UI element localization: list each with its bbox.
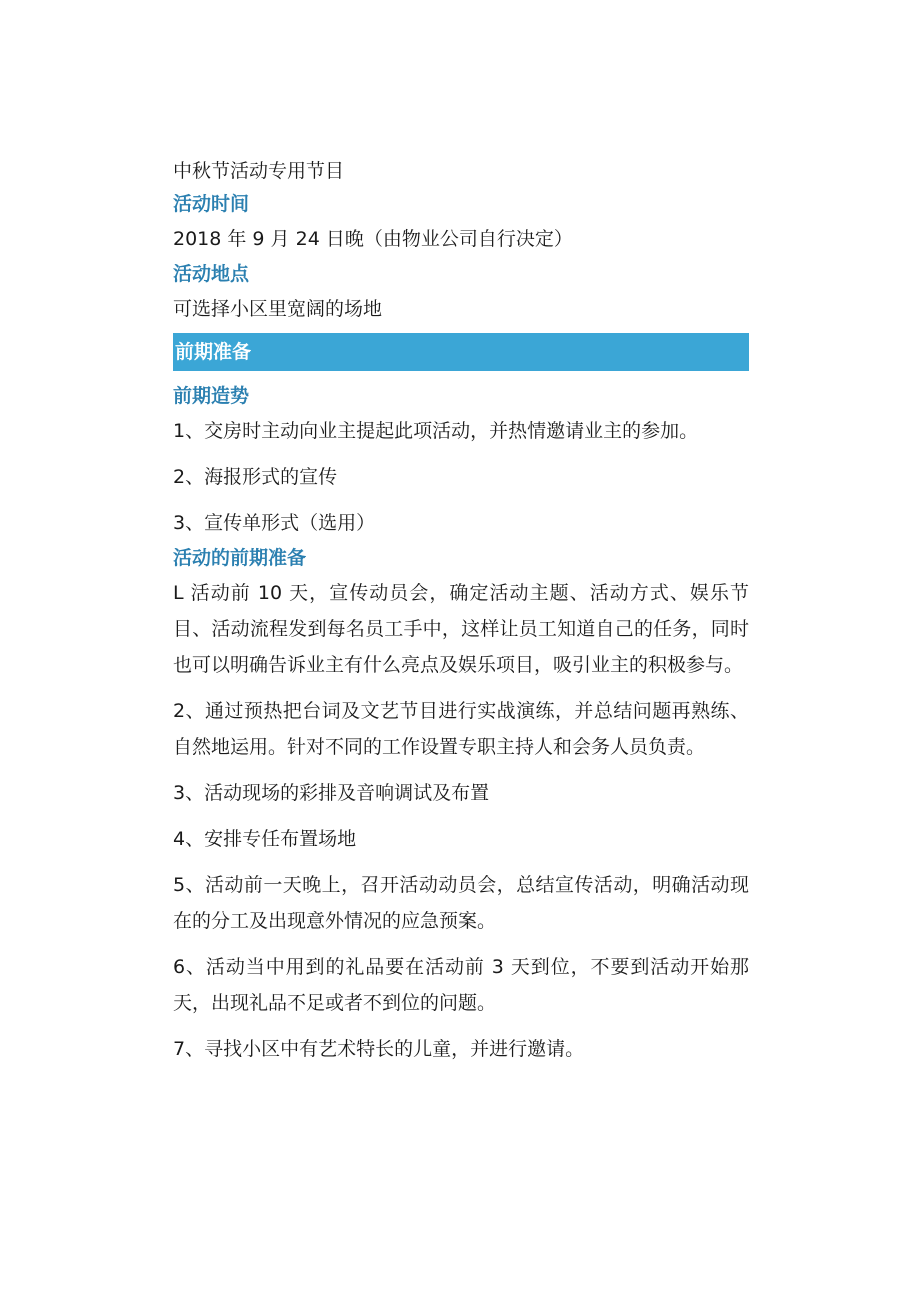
- section-banner: 前期准备: [173, 333, 749, 371]
- time-heading: 活动时间: [173, 193, 250, 215]
- prep-item: L 活动前 10 天，宣传动员会，确定活动主题、活动方式、娱乐节目、活动流程发到每名员工手中，这样让员工知道自己的任务，同时也可以明确告诉业主有什么亮点及娱乐项目，吸引业主的积极参与。: [173, 582, 749, 676]
- promo-heading: 前期造势: [173, 385, 250, 407]
- promo-item: 1、交房时主动向业主提起此项活动，并热情邀请业主的参加。: [173, 420, 699, 442]
- prep-item: 7、寻找小区中有艺术特长的儿童，并进行邀请。: [173, 1038, 585, 1060]
- time-text: 2018 年 9 月 24 日晚（由物业公司自行决定）: [173, 228, 573, 250]
- prep-heading: 活动的前期准备: [173, 547, 307, 569]
- prep-item: 2、通过预热把台词及文艺节目进行实战演练，并总结问题再熟练、自然地运用。针对不同的工作设置专职主持人和会务人员负责。: [173, 700, 749, 758]
- prep-item: 6、活动当中用到的礼品要在活动前 3 天到位，不要到活动开始那天，出现礼品不足或者不到位的问题。: [173, 956, 749, 1014]
- promo-item: 3、宣传单形式（选用）: [173, 512, 376, 534]
- prep-item: 3、活动现场的彩排及音响调试及布置: [173, 782, 490, 804]
- place-text: 可选择小区里宽阔的场地: [173, 298, 383, 320]
- document-body: [173, 155, 749, 1067]
- place-heading: 活动地点: [173, 263, 250, 285]
- prep-item: 4、安排专任布置场地: [173, 828, 357, 850]
- prep-item: 5、活动前一天晚上，召开活动动员会，总结宣传活动，明确活动现在的分工及出现意外情况的应急预案。: [173, 874, 749, 932]
- document-title: 中秋节活动专用节目: [173, 160, 345, 182]
- promo-item: 2、海报形式的宣传: [173, 466, 338, 488]
